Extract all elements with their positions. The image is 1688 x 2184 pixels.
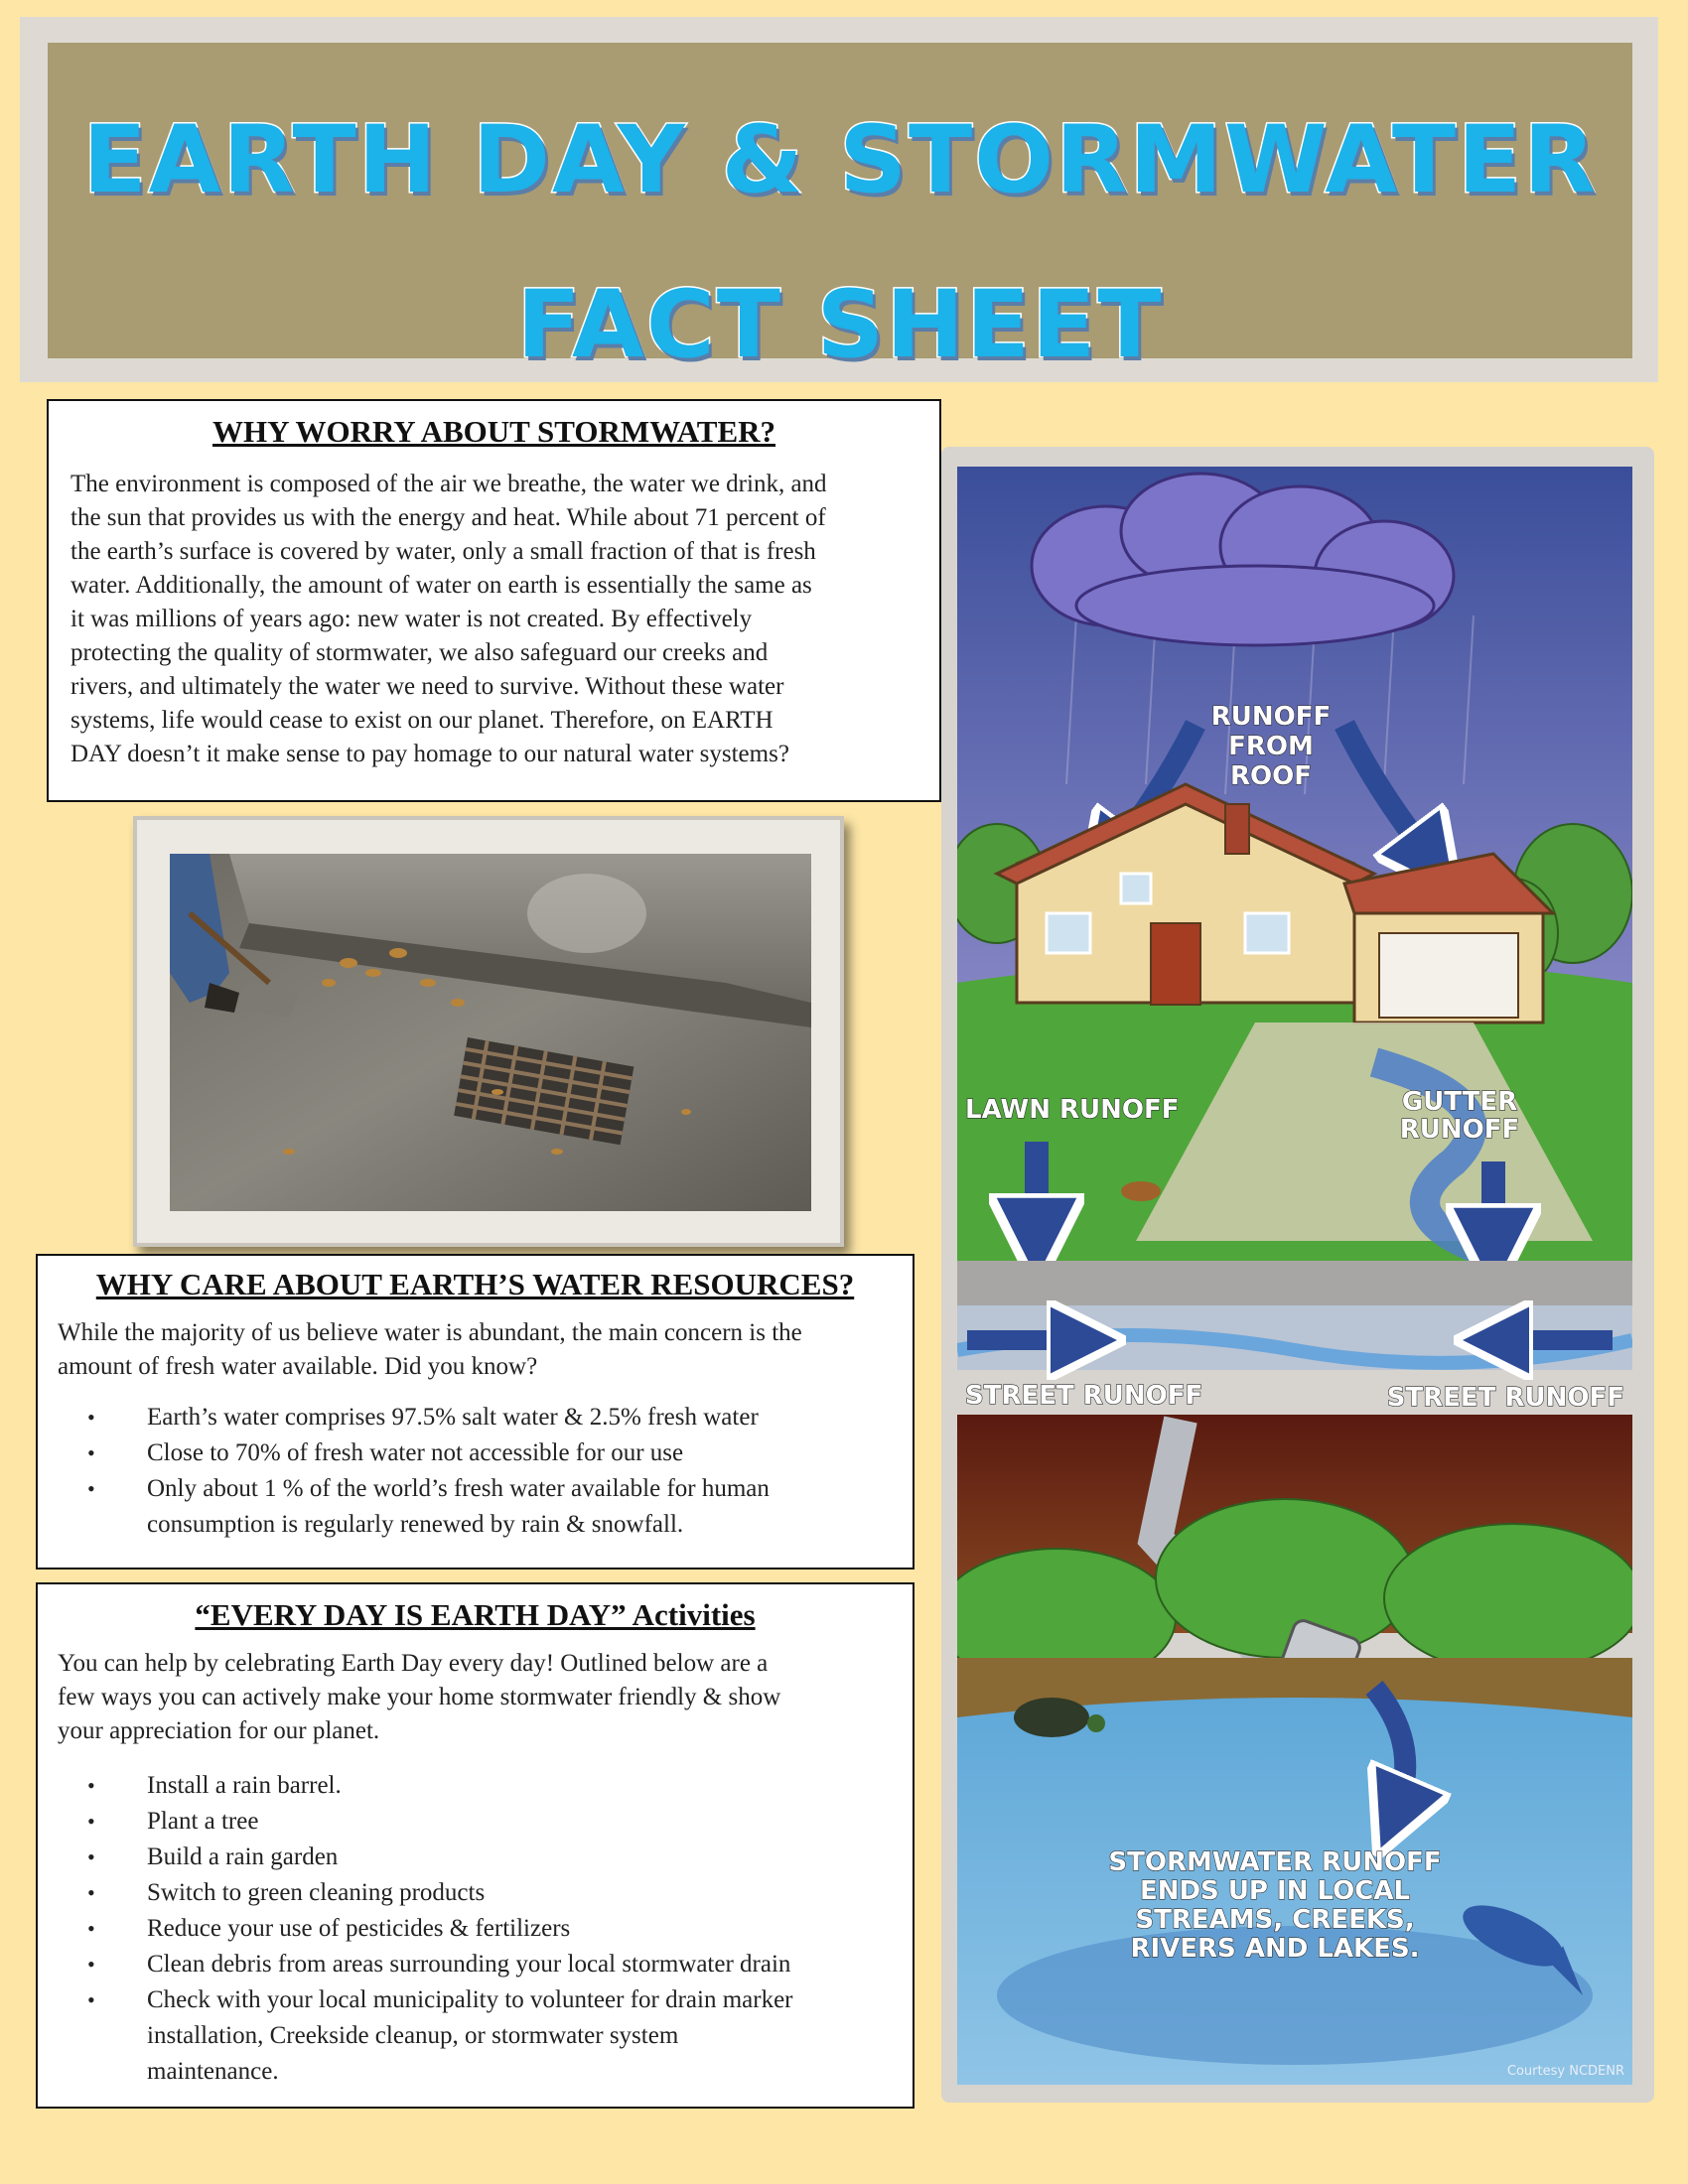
list-item: • Check with your local municipality to volunteer for drain marker <box>38 1982 913 2018</box>
paragraph-line: water. Additionally, the amount of water on earth is essentially the same as <box>70 572 812 600</box>
activities-intro <box>58 1647 897 1748</box>
paragraph-line: DAY doesn’t it make sense to pay homage to our natural water systems? <box>70 741 789 768</box>
paragraph-line: it was millions of years ago: new water is not created. By effectively <box>70 606 753 633</box>
paragraph-line: systems, life would cease to exist on our planet. Therefore, on EARTH <box>70 707 774 735</box>
outfall-label-line: ENDS UP IN LOCAL <box>1139 1876 1411 1906</box>
outfall-label-line: STORMWATER RUNOFF <box>1108 1847 1442 1877</box>
stormwater-infographic <box>957 467 1632 2085</box>
image-credit: Courtesy NCDENR <box>1506 2064 1624 2079</box>
why-worry-section <box>47 399 941 802</box>
title-line-2: FACT SHEET <box>516 271 1164 379</box>
bullet-icon: • <box>87 1773 95 1799</box>
why-care-intro <box>58 1316 897 1384</box>
paragraph-line: You can help by celebrating Earth Day every day! Outlined below are a <box>58 1650 769 1678</box>
list-item: • Switch to green cleaning products <box>38 1875 913 1911</box>
street-runoff-right-label: STREET RUNOFF <box>1386 1383 1624 1413</box>
header-banner <box>48 43 1632 379</box>
water-facts-list <box>38 1400 913 1543</box>
paragraph-line: rivers, and ultimately the water we need to survive. Without these water <box>70 673 784 701</box>
storm-drain-photo-frame <box>133 816 844 1247</box>
bullet-icon: • <box>87 1476 95 1502</box>
why-care-section <box>36 1254 914 1570</box>
title-line-1: EARTH DAY & STORMWATER <box>82 106 1598 214</box>
list-item-continuation: consumption is regularly renewed by rain & snowfall. <box>147 1511 684 1539</box>
storm-drain-photo <box>170 854 811 1211</box>
list-item: • Build a rain garden <box>38 1840 913 1875</box>
list-item: • Clean debris from areas surrounding your local stormwater drain <box>38 1947 913 1982</box>
list-item: • Reduce your use of pesticides & fertilizers <box>38 1911 913 1947</box>
why-care-heading: WHY CARE ABOUT EARTH’S WATER RESOURCES? <box>95 1267 855 1301</box>
list-item-continuation: installation, Creekside cleanup, or stormwater system <box>147 2022 679 2050</box>
roof-runoff-label-line: FROM <box>1228 732 1314 761</box>
bullet-icon: • <box>87 1844 95 1870</box>
paragraph-line: the earth’s surface is covered by water, only a small fraction of that is fresh <box>70 538 816 566</box>
activities-section <box>36 1582 914 2109</box>
gutter-runoff-label-line: RUNOFF <box>1399 1115 1520 1145</box>
roof-runoff-label-line: ROOF <box>1230 761 1312 791</box>
paragraph-line: The environment is composed of the air we breathe, the water we drink, and <box>70 471 827 498</box>
list-item: • Plant a tree <box>38 1804 913 1840</box>
bullet-icon: • <box>87 1440 95 1466</box>
paragraph-line: amount of fresh water available. Did you know? <box>58 1353 538 1381</box>
bullet-icon: • <box>87 1987 95 2013</box>
street-runoff-left-label: STREET RUNOFF <box>965 1381 1203 1411</box>
paragraph-line: your appreciation for our planet. <box>58 1717 380 1745</box>
bullet-icon: • <box>87 1405 95 1431</box>
lawn-runoff-label: LAWN RUNOFF <box>965 1095 1180 1125</box>
stormwater-infographic-frame <box>941 447 1654 2103</box>
bullet-icon: • <box>87 1952 95 1978</box>
list-item-continuation: maintenance. <box>147 2058 279 2086</box>
activities-heading: “EVERY DAY IS EARTH DAY” Activities <box>195 1597 756 1632</box>
paragraph-line: While the majority of us believe water is abundant, the main concern is the <box>58 1319 802 1347</box>
gutter-runoff-label-line: GUTTER <box>1401 1087 1518 1117</box>
paragraph-line: protecting the quality of stormwater, we also safeguard our creeks and <box>70 639 769 667</box>
paragraph-line: the sun that provides us with the energy and heat. While about 71 percent of <box>70 504 826 532</box>
list-item: • Earth’s water comprises 97.5% salt water & 2.5% fresh water <box>38 1400 913 1435</box>
list-item: • Only about 1 % of the world’s fresh water available for human <box>38 1471 913 1507</box>
why-worry-heading: WHY WORRY ABOUT STORMWATER? <box>211 414 776 449</box>
roof-runoff-label-line: RUNOFF <box>1210 702 1332 732</box>
why-worry-paragraph <box>70 468 919 771</box>
outfall-label-line: RIVERS AND LAKES. <box>1130 1934 1420 1964</box>
bullet-icon: • <box>87 1916 95 1942</box>
list-item: • Close to 70% of fresh water not accessible for our use <box>38 1435 913 1471</box>
list-item: • Install a rain barrel. <box>38 1768 913 1804</box>
paragraph-line: few ways you can actively make your home stormwater friendly & show <box>58 1684 781 1711</box>
bullet-icon: • <box>87 1880 95 1906</box>
outfall-label-line: STREAMS, CREEKS, <box>1135 1905 1415 1935</box>
bullet-icon: • <box>87 1809 95 1835</box>
activities-list <box>38 1768 913 2090</box>
